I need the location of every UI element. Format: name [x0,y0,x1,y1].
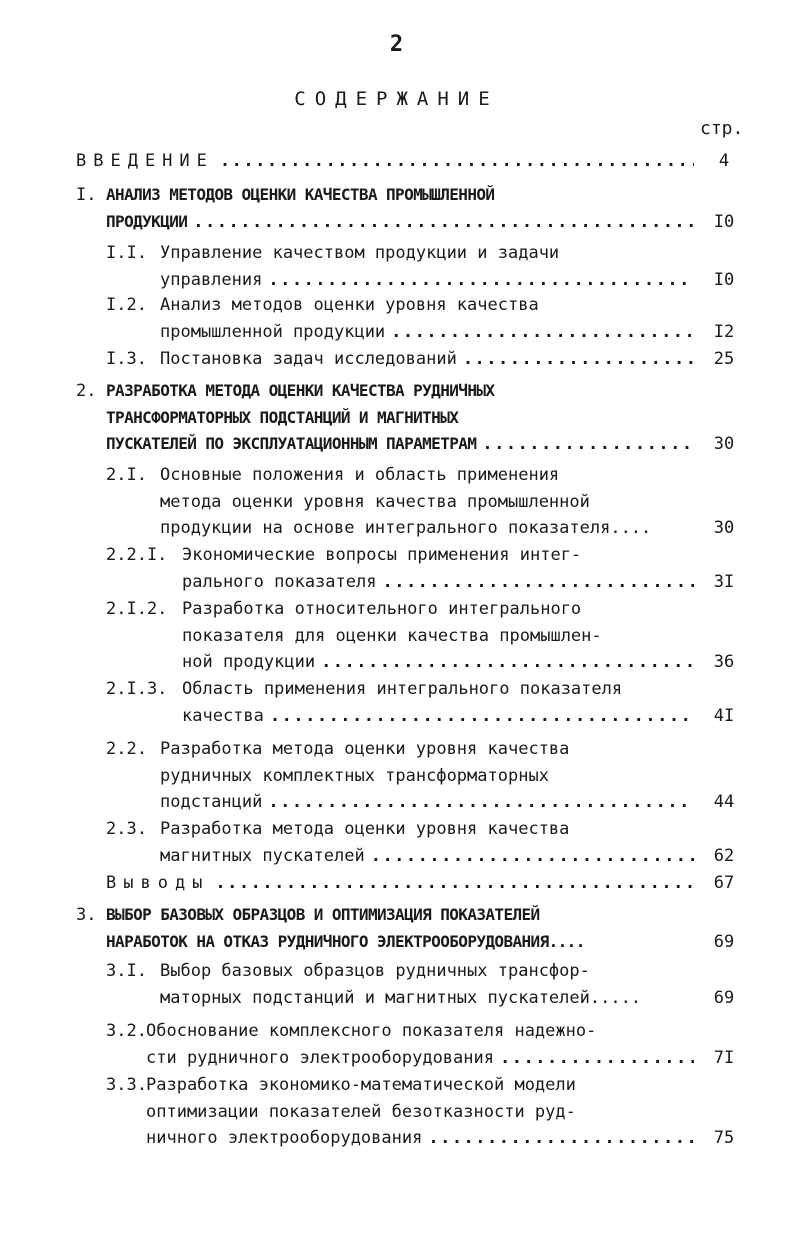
toc-entry-text: Экономические вопросы применения интег- [182,545,582,565]
toc-entry-page: 44 [713,792,735,812]
toc-entry [0,736,793,816]
dot-leader [193,209,694,236]
toc-entry-page: 4I [713,705,735,726]
toc-entry-text: Постановка задач исследований [160,349,457,369]
toc-entry-page: 30 [713,518,735,538]
toc-entry-page: 67 [713,873,735,893]
dot-leader [463,346,694,373]
toc-entry-number: 3. [76,905,97,925]
toc-entry-text: НАРАБОТОК НА ОТКАЗ РУДНИЧНОГО ЭЛЕКТРООБОРУДОВАНИЯ.... [106,931,585,951]
toc-entry [0,148,793,175]
dot-leader [268,267,694,294]
toc-entry [0,542,793,595]
toc-entry-text: продукции на основе интегрального показателя.... [160,518,652,538]
toc-entry-text: ничного электрооборудования [146,1128,423,1148]
toc-entry-page: 75 [713,1128,735,1148]
toc-entry-text: сти рудничного электрооборудования [146,1047,494,1068]
toc-entry-number: 2.2. [106,739,147,759]
toc-entry-text: ТРАНСФОРМАТОРНЫХ ПОДСТАНЦИЙ И МАГНИТНЫХ [106,407,459,427]
toc-entry [0,1018,793,1071]
toc-entry [0,292,793,345]
toc-entry-text: Разработка экономико-математической модели [146,1075,576,1095]
toc-entry-page: 69 [713,931,735,952]
toc-entry-text: управления [160,269,263,290]
dot-leader [500,1045,694,1072]
toc-entry-text: Основные положения и область применения [160,465,560,485]
toc-entry-page: 7I [713,1047,735,1068]
toc-entry-page: 25 [713,349,735,369]
page-number: 2 [389,32,404,57]
toc-entry [0,676,793,729]
toc-entry [0,240,793,293]
toc-entry [0,902,793,955]
toc-entry-text: маторных подстанций и магнитных пускателей..... [160,987,642,1008]
toc-entry-text: оптимизации показателей безотказности руд- [146,1101,576,1122]
toc-entry [0,346,793,373]
toc-entry-page: 36 [713,652,735,672]
toc-entry-text: Управление качеством продукции и задачи [160,243,560,263]
toc-entry-text: Разработка относительного интегрального [182,599,582,619]
toc-entry-text: ВВЕДЕНИЕ [76,151,214,171]
toc-entry [0,958,793,1011]
dot-leader [482,431,694,458]
toc-entry-text: ПРОДУКЦИИ [106,211,188,231]
toc-entry [0,1072,793,1152]
toc-entry-text: ной продукции [182,652,316,672]
toc-entry-page: I2 [713,321,735,342]
toc-entry-page: 30 [713,434,735,454]
toc-entry [0,378,793,458]
toc-entry [0,596,793,676]
toc-entry-text: Выбор базовых образцов рудничных трансфор- [160,961,590,981]
toc-entry-number: 3.I. [106,961,147,981]
toc-entry-number: I.I. [106,243,147,263]
toc-entry-text: Анализ методов оценки уровня качества [160,295,539,315]
toc-entry-text: рудничных комплектных трансформаторных [160,765,549,786]
toc-entry-text: промышленной продукции [160,321,386,342]
toc-entry-text: Обоснование комплексного показателя надежно- [146,1021,597,1041]
toc-entry-number: I. [76,185,97,205]
toc-entry-text: РАЗРАБОТКА МЕТОДА ОЦЕНКИ КАЧЕСТВА РУДНИЧНЫХ [106,381,495,400]
toc-entry-number: 2.3. [106,819,147,839]
toc-entry-number: I.2. [106,295,147,315]
toc-entry-page: I0 [713,269,735,290]
toc-entry-number: 2.I.3. [106,679,168,699]
toc-entry-page: I0 [713,211,735,232]
toc-entry-text: рального показателя [182,571,377,592]
toc-entry-number: 2.I.2. [106,599,168,619]
dot-leader [391,319,694,346]
dot-leader [215,870,694,897]
toc-entry-number: I.3. [106,349,147,369]
toc-entry [0,462,793,542]
dot-leader [382,569,694,596]
page-column-label: стр. [700,118,744,139]
toc-entry-number: 3.3. [106,1075,147,1095]
toc-entry-text: показателя для оценки качества промышлен- [182,625,602,646]
toc-entry-text: Область применения интегрального показателя [182,679,623,699]
toc-entry-text: Разработка метода оценки уровня качества [160,819,570,839]
toc-entry-text: Разработка метода оценки уровня качества [160,739,570,759]
toc-entry-number: 2.2.I. [106,545,168,565]
toc-entry-number: 2.I. [106,465,147,485]
toc-entry-page: 69 [713,987,735,1008]
dot-leader [428,1125,694,1152]
toc-entry-number: 3.2. [106,1021,147,1041]
dot-leader [371,843,694,870]
dot-leader [270,703,694,730]
toc-entry-text: качества [182,705,264,726]
toc-entry-text: подстанций [160,792,263,812]
toc-entry-text: ПУСКАТЕЛЕЙ ПО ЭКСПЛУАТАЦИОННЫМ ПАРАМЕТРАМ [106,434,477,453]
dot-leader [321,649,694,676]
dot-leader [220,148,694,175]
toc-entry-text: Выводы [106,873,210,893]
toc-entry [0,870,793,897]
page-title: СОДЕРЖАНИЕ [294,88,499,110]
toc-entry [0,816,793,869]
toc-entry-text: магнитных пускателей [160,845,365,866]
toc-entry-number: 2. [76,381,97,401]
dot-leader [268,789,694,816]
toc-entry-page: 3I [713,571,735,592]
toc-entry-text: метода оценки уровня качества промышленной [160,491,590,512]
toc-entry [0,182,793,235]
toc-entry-text: ВЫБОР БАЗОВЫХ ОБРАЗЦОВ И ОПТИМИЗАЦИЯ ПОКАЗАТЕЛЕЙ [106,905,540,924]
toc-entry-page: 4 [718,151,730,171]
toc-entry-page: 62 [713,845,735,866]
toc-entry-text: АНАЛИЗ МЕТОДОВ ОЦЕНКИ КАЧЕСТВА ПРОМЫШЛЕННОЙ [106,185,495,204]
